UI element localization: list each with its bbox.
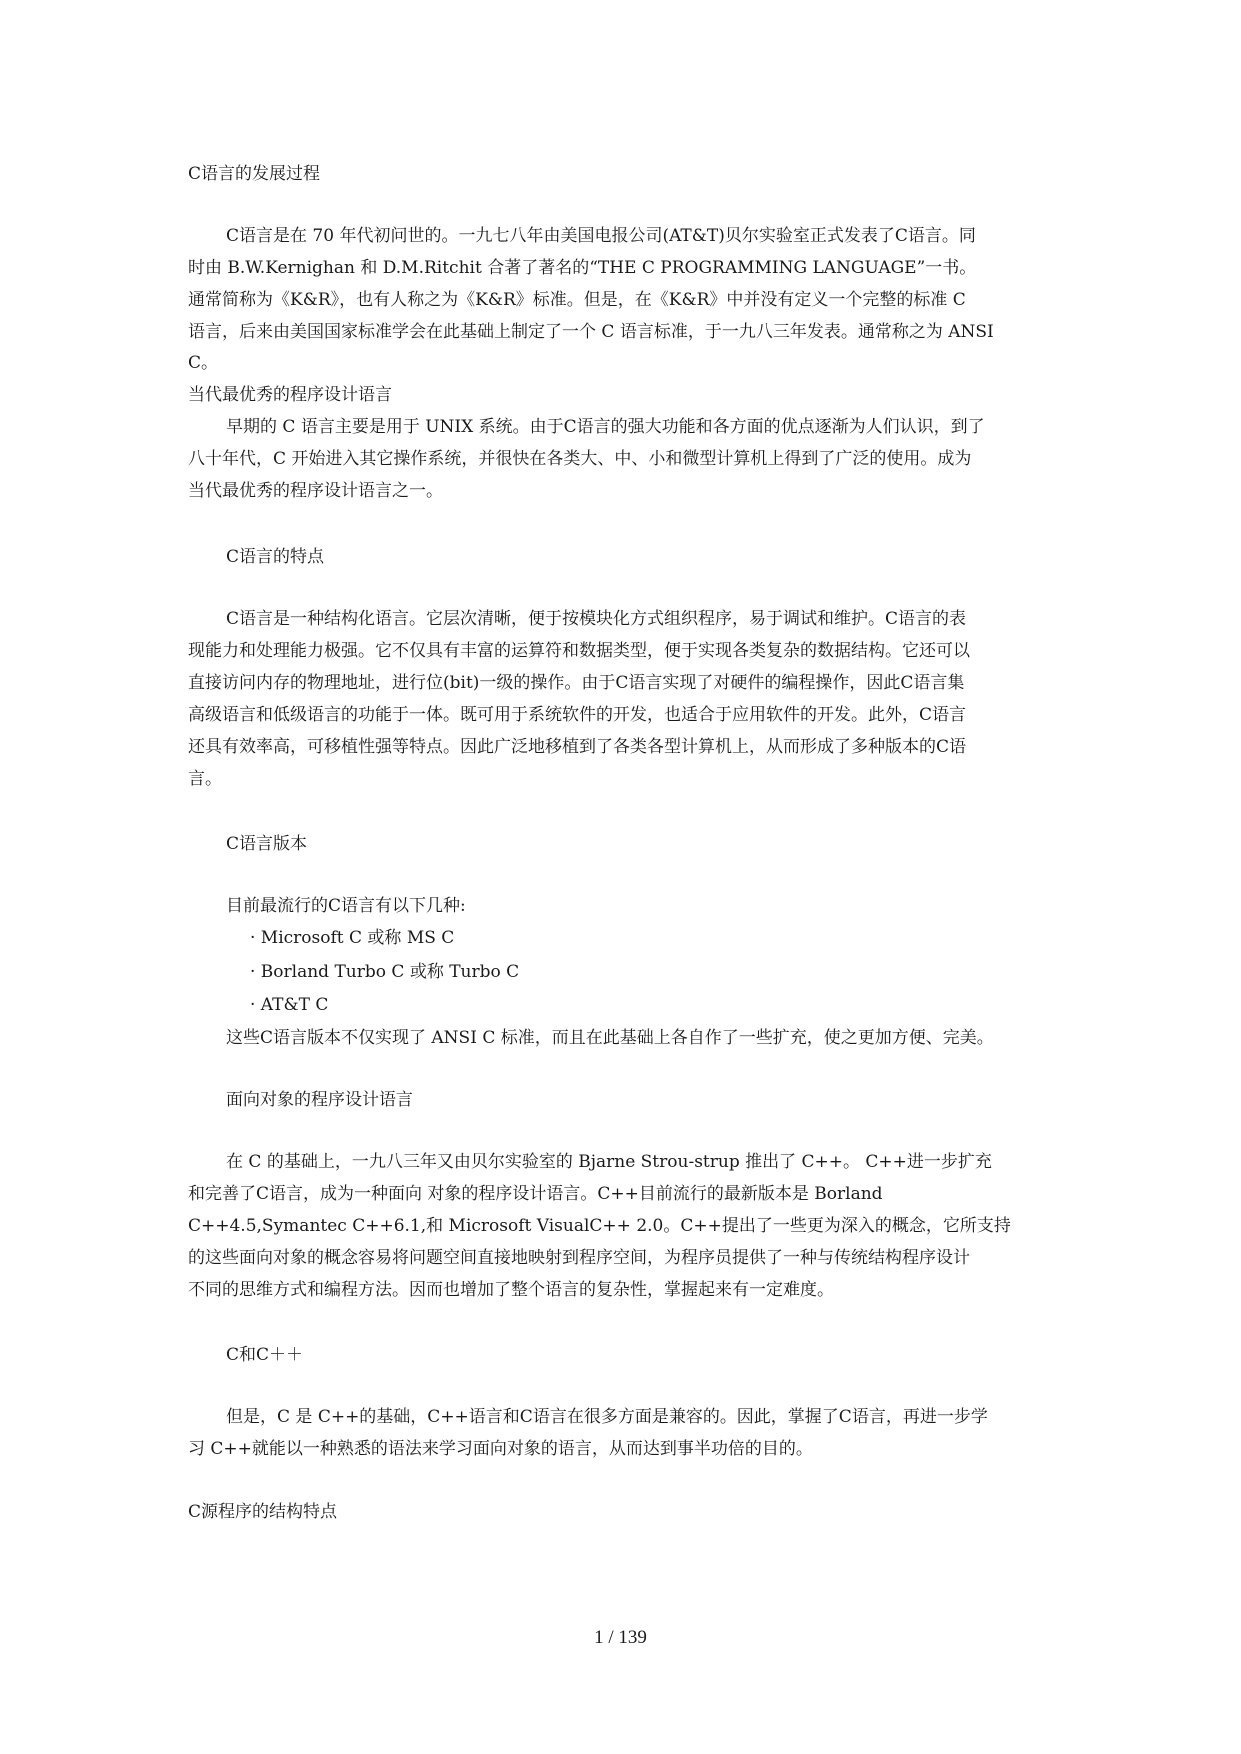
- list-item: · Borland Turbo C 或称 Turbo C: [250, 962, 520, 982]
- paragraph-line: 早期的 C 语言主要是用于 UNIX 系统。由于C语言的强大功能和各方面的优点逐渐为人们认识，到了: [226, 417, 985, 437]
- list-item: · Microsoft C 或称 MS C: [250, 928, 455, 948]
- list-item: · AT&T C: [250, 995, 329, 1015]
- paragraph-line: 通常简称为《K&R》，也有人称之为《K&R》标准。但是，在《K&R》中并没有定义一个完整的标准 C: [188, 290, 966, 310]
- heading-best-language: 当代最优秀的程序设计语言: [188, 385, 392, 405]
- heading-c-features: C语言的特点: [226, 547, 325, 567]
- paragraph-line: 还具有效率高，可移植性强等特点。因此广泛地移植到了各类各型计算机上，从而形成了多种版本的C语: [188, 737, 967, 757]
- heading-c-versions: C语言版本: [226, 834, 308, 854]
- heading-oop-language: 面向对象的程序设计语言: [226, 1090, 413, 1110]
- paragraph-line: 当代最优秀的程序设计语言之一。: [188, 481, 443, 501]
- versions-outro: 这些C语言版本不仅实现了 ANSI C 标准，而且在此基础上各自作了一些扩充，使之更加方便、完美。: [226, 1028, 994, 1048]
- paragraph-line: C。: [188, 353, 219, 373]
- paragraph-line: C++4.5,Symantec C++6.1,和 Microsoft VisualC++ 2.0。C++提出了一些更为深入的概念，它所支持: [188, 1216, 1011, 1236]
- paragraph-line: 八十年代，C 开始进入其它操作系统，并很快在各类大、中、小和微型计算机上得到了广泛的使用。成为: [188, 449, 972, 469]
- versions-intro: 目前最流行的C语言有以下几种:: [226, 896, 466, 916]
- paragraph-line: C语言是在 70 年代初问世的。一九七八年由美国电报公司(AT&T)贝尔实验室正式发表了C语言。同: [226, 226, 976, 246]
- paragraph-line: 语言，后来由美国国家标准学会在此基础上制定了一个 C 语言标准，于一九八三年发表。通常称之为 ANSI: [188, 322, 994, 342]
- paragraph-line: 的这些面向对象的概念容易将问题空间直接地映射到程序空间，为程序员提供了一种与传统结构程序设计: [188, 1248, 970, 1268]
- paragraph-line: 不同的思维方式和编程方法。因而也增加了整个语言的复杂性，掌握起来有一定难度。: [188, 1280, 834, 1300]
- heading-c-and-cpp: C和C＋＋: [226, 1345, 304, 1365]
- heading-c-development: C语言的发展过程: [188, 164, 321, 184]
- paragraph-line: 言。: [188, 769, 222, 789]
- page-number: 1 / 139: [594, 1627, 647, 1648]
- paragraph-line: C语言是一种结构化语言。它层次清晰，便于按模块化方式组织程序，易于调试和维护。C语言的表: [226, 609, 967, 629]
- paragraph-line: 和完善了C语言，成为一种面向 对象的程序设计语言。C++目前流行的最新版本是 Borland: [188, 1184, 883, 1204]
- paragraph-line: 时由 B.W.Kernighan 和 D.M.Ritchit 合著了著名的“THE C PROGRAMMING LANGUAGE”一书。: [188, 258, 977, 278]
- paragraph-line: 高级语言和低级语言的功能于一体。既可用于系统软件的开发，也适合于应用软件的开发。此外，C语言: [188, 705, 967, 725]
- heading-source-structure: C源程序的结构特点: [188, 1502, 338, 1522]
- paragraph-line: 直接访问内存的物理地址，进行位(bit)一级的操作。由于C语言实现了对硬件的编程操作，因此C语言集: [188, 673, 965, 693]
- paragraph-line: 但是，C 是 C++的基础，C++语言和C语言在很多方面是兼容的。因此，掌握了C语言，再进一步学: [226, 1407, 988, 1427]
- paragraph-line: 习 C++就能以一种熟悉的语法来学习面向对象的语言，从而达到事半功倍的目的。: [188, 1439, 813, 1459]
- paragraph-line: 在 C 的基础上，一九八三年又由贝尔实验室的 Bjarne Strou-strup 推出了 C++。 C++进一步扩充: [226, 1152, 992, 1172]
- paragraph-line: 现能力和处理能力极强。它不仅具有丰富的运算符和数据类型，便于实现各类复杂的数据结构。它还可以: [188, 641, 970, 661]
